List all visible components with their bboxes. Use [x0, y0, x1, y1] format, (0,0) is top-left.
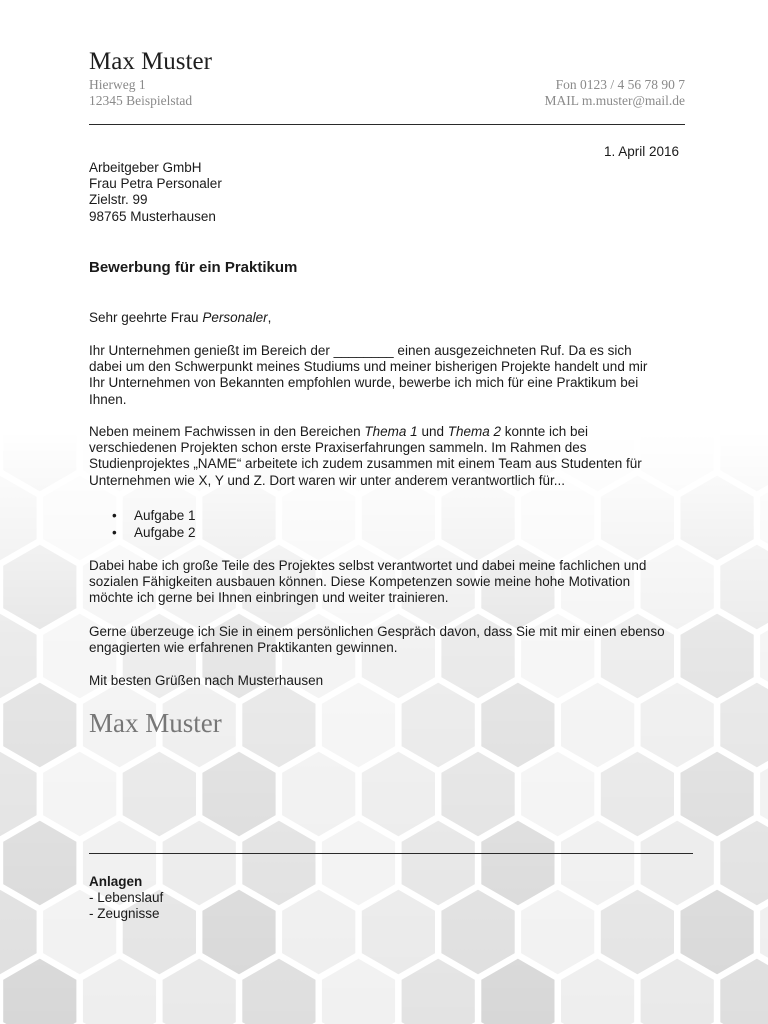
sender-contact: [544, 77, 685, 109]
paragraph-line: engagierten wie erfahrenen Praktikanten gewinnen.: [89, 640, 398, 656]
letter-date: 1. April 2016: [603, 144, 679, 159]
recipient-street: Zielstr. 99: [89, 192, 148, 208]
paragraph-line: Ihr Unternehmen von Bekannten empfohlen wurde, bewerbe ich mich für eine Praktikum bei: [89, 375, 639, 391]
paragraph-interview: [89, 624, 689, 656]
paragraph-line: Ihr Unternehmen genießt im Bereich der ________ einen ausgezeichneten Ruf. Da es sich: [89, 343, 632, 358]
bullet-icon: •: [112, 525, 117, 540]
paragraph-line: Gerne überzeuge ich Sie in einem persönlichen Gespräch davon, dass Sie mit mir einen ebenso: [89, 624, 665, 639]
task-label: Aufgabe 2: [134, 525, 196, 540]
sender-phone: Fon 0123 / 4 56 78 90 7: [555, 77, 685, 92]
attachments: [89, 874, 163, 923]
paragraph-line: möchte ich gerne bei Ihnen einbringen und weiter trainieren.: [89, 590, 449, 606]
text-segment: Neben meinem Fachwissen in den Bereichen: [89, 424, 365, 439]
salutation-name: Personaler: [202, 310, 268, 325]
paragraph-line: Dabei habe ich große Teile des Projektes selbst verantwortet und dabei meine fachlichen und: [89, 558, 647, 573]
sender-mail: MAIL m.muster@mail.de: [544, 93, 685, 108]
paragraph-experience: [89, 424, 689, 489]
sender-city: 12345 Beispielstad: [89, 93, 193, 108]
paragraph-line: sozialen Fähigkeiten ausbauen können. Diese Kompetenzen sowie meine hohe Motivation: [89, 574, 631, 590]
recipient-city: 98765 Musterhausen: [89, 208, 216, 224]
topic-1: Thema 1: [364, 424, 418, 439]
closing-phrase: Mit besten Grüßen nach Musterhausen: [89, 673, 324, 688]
salutation-prefix: Sehr geehrte Frau: [89, 310, 203, 325]
sender-street: Hierweg 1: [89, 77, 146, 92]
text-segment: und: [417, 424, 448, 439]
topic-2: Thema 2: [447, 424, 501, 439]
sender-name: Max Muster: [89, 48, 212, 75]
attachment-item: - Zeugnisse: [89, 906, 160, 922]
paragraph-competences: [89, 558, 689, 607]
task-list-item: [89, 524, 196, 541]
task-list: [89, 507, 196, 541]
salutation: [89, 310, 689, 326]
paragraph-line: Unternehmen wie X, Y und Z. Dort waren wir unter anderem verantwortlich für...: [89, 472, 565, 488]
recipient-person: Frau Petra Personaler: [89, 176, 222, 192]
salutation-suffix: ,: [267, 310, 272, 325]
paragraph-intro: [89, 343, 689, 408]
header-divider: [89, 124, 685, 125]
attachment-item: - Lebenslauf: [89, 890, 164, 906]
task-label: Aufgabe 1: [134, 508, 196, 523]
paragraph-line: verschiedenen Projekten schon erste Praxiserfahrungen sammeln. Im Rahmen des: [89, 440, 587, 456]
paragraph-line: [89, 424, 689, 440]
text-segment: konnte ich bei: [501, 424, 589, 439]
recipient-company: Arbeitgeber GmbH: [89, 160, 202, 175]
sender-address: [89, 77, 192, 109]
bullet-icon: •: [112, 508, 117, 523]
signature: Max Muster: [89, 708, 222, 738]
task-list-item: [89, 507, 196, 524]
recipient-address: [89, 160, 222, 225]
footer-divider: [89, 853, 693, 854]
paragraph-line: Studienprojektes „NAME“ arbeitete ich zudem zusammen mit einem Team aus Studenten für: [89, 456, 642, 472]
attachments-title: Anlagen: [89, 874, 143, 889]
paragraph-line: Ihnen.: [89, 391, 127, 407]
paragraph-line: dabei um den Schwerpunkt meines Studiums und meiner bisherigen Projekte handelt und mir: [89, 359, 648, 375]
letter-subject: Bewerbung für ein Praktikum: [89, 259, 298, 276]
